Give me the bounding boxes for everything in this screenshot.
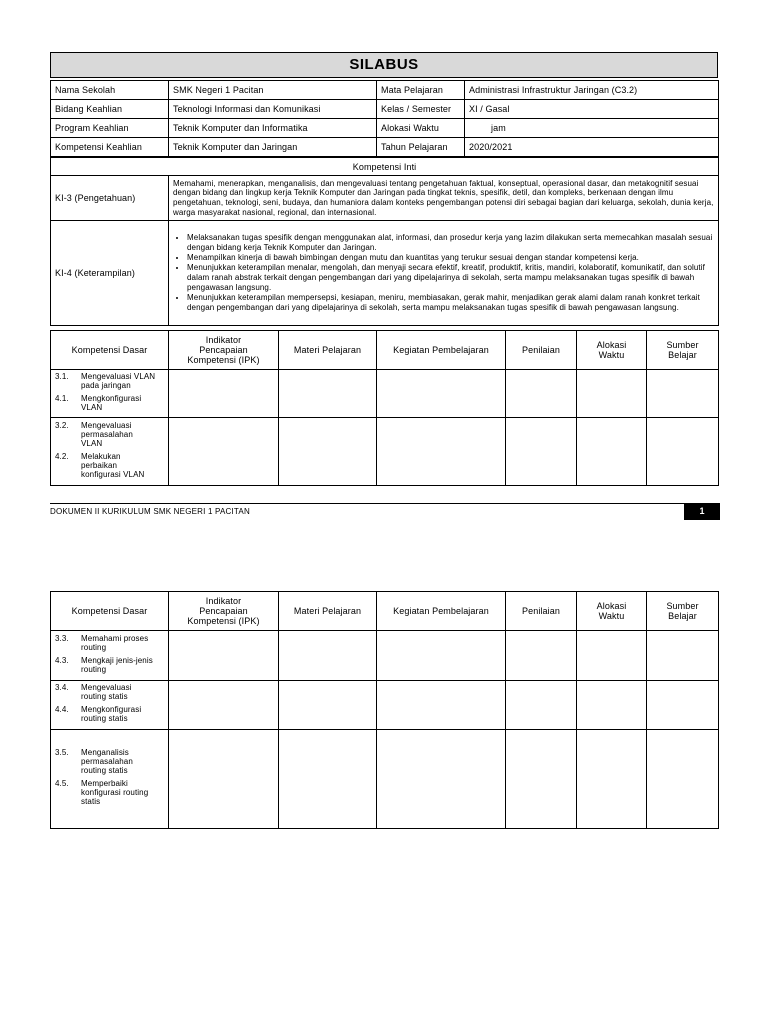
kd-text: Menganalisis permasalahan routing statis [81,748,133,775]
kd-item [55,452,164,479]
header-materi: Materi Pelajaran [279,331,377,370]
ki-header: Kompetensi Inti [51,158,719,176]
alokasi-cell [577,370,647,418]
header-ipk: Indikator Pencapaian Kompetensi (IPK) [169,331,279,370]
kd-item [55,656,164,674]
info-value: jam [465,119,719,138]
kompetensi-dasar-table-page2 [50,591,719,829]
ki3-row [51,176,719,221]
header-sumber: Sumber Belajar [647,592,719,631]
ki4-item: • Melaksanakan tugas spesifik dengan menggunakan alat, informasi, dan prosedur kerja yang lazim dilakukan serta memecahkan masalah sesuai dengan bidang kerja Teknik Komputer dan Jaringan. [187,233,714,253]
document-title: SILABUS [50,52,718,78]
kd-item [55,372,164,390]
alokasi-cell [577,730,647,829]
header-kegiatan: Kegiatan Pembelajaran [377,592,506,631]
info-label: Program Keahlian [51,119,169,138]
page-number: 1 [684,503,720,520]
alokasi-cell [577,418,647,486]
header-penilaian: Penilaian [506,592,577,631]
info-label: Bidang Keahlian [51,100,169,119]
ipk-cell [169,631,279,681]
kompetensi-inti-table [50,157,719,326]
header-alokasi: Alokasi Waktu [577,331,647,370]
kd-number: 4.3. [55,655,69,665]
sumber-cell [647,370,719,418]
info-label: Alokasi Waktu [377,119,465,138]
kd-item [55,748,164,775]
materi-cell [279,370,377,418]
kd-item [55,394,164,412]
ki4-cell [169,221,719,326]
kd-text: Mengkonfigurasi VLAN [81,393,142,412]
kd-number: 4.5. [55,779,69,788]
header-sumber: Sumber Belajar [647,331,719,370]
ki4-row [51,221,719,326]
kd-cell [51,631,169,681]
kd-number: 3.3. [55,633,69,643]
kegiatan-cell [377,370,506,418]
ipk-cell [169,730,279,829]
ki4-item: • Menunjukkan keterampilan menalar, mengolah, dan menyaji secara efektif, kreatif, produktif, kritis, mandiri, kolaboratif, komunikatif, dan solutif dalam ranah abstrak terkait dengan pengembangan dari yang dipelajarinya di sekolah, serta mampu melaksanakan tugas spesifik di bawah pengawasan langsung. [187,263,714,293]
info-value: Administrasi Infrastruktur Jaringan (C3.2) [465,81,719,100]
info-row [51,81,719,100]
kd-number: 3.5. [55,748,69,757]
ki4-label: KI-4 (Keterampilan) [51,221,169,326]
kd-number: 4.2. [55,451,69,461]
ki3-text: Memahami, menerapkan, menganalisis, dan mengevaluasi tentang pengetahuan faktual, konseptual, operasional dasar, dan metakognitif sesuai dengan bidang dan lingkup kerja Teknik Komputer dan Jaringan pada tingkat teknis, spesifik, detil, dan kompleks, berkenaan dengan ilmu pengetahuan, teknologi, seni, budaya, dan humaniora dalam konteks pengembangan potensi diri sebagai bagian dari keluarga, sekolah, dunia kerja, warga masyarakat nasional, regional, dan internasional. [169,176,719,221]
kd-text: Mengkonfigurasi routing statis [81,705,142,723]
kd-text: Mengevaluasi permasalahan VLAN [81,420,133,448]
ipk-cell [169,418,279,486]
ki4-item: • Menunjukkan keterampilan mempersepsi, kesiapan, meniru, membiasakan, gerak mahir, menjadikan gerak alami dalam ranah konkret terkait dengan pengembangan dari yang dipelajarinya di sekolah, serta mampu melaksanakan tugas spesifik di bawah pengawasan langsung. [187,293,714,313]
kd-number: 4.4. [55,705,69,714]
info-label: Kompetensi Keahlian [51,138,169,157]
info-value: Teknik Komputer dan Informatika [169,119,377,138]
ipk-cell [169,681,279,730]
kd-cell [51,681,169,730]
kd-item [55,421,164,448]
kd-number: 4.1. [55,393,69,403]
header-alokasi: Alokasi Waktu [577,592,647,631]
kd-text: Mengevaluasi VLAN pada jaringan [81,371,156,390]
kegiatan-cell [377,730,506,829]
sumber-cell [647,730,719,829]
kegiatan-cell [377,681,506,730]
footer-text: DOKUMEN II KURIKULUM SMK NEGERI 1 PACITAN [50,507,250,516]
header-kegiatan: Kegiatan Pembelajaran [377,331,506,370]
table-header-row [51,592,719,631]
alokasi-cell [577,681,647,730]
kd-item [55,634,164,652]
table-row [51,681,719,730]
identity-table [50,80,719,157]
info-value: Teknik Komputer dan Jaringan [169,138,377,157]
kd-cell [51,730,169,829]
kd-item [55,705,164,723]
header-ipk: Indikator Pencapaian Kompetensi (IPK) [169,592,279,631]
kd-number: 3.4. [55,683,69,692]
materi-cell [279,681,377,730]
sumber-cell [647,681,719,730]
info-label: Kelas / Semester [377,100,465,119]
footer-divider [50,503,720,504]
info-label: Tahun Pelajaran [377,138,465,157]
kegiatan-cell [377,631,506,681]
penilaian-cell [506,730,577,829]
kd-cell [51,370,169,418]
kd-text: Memperbaiki konfigurasi routing statis [81,779,149,806]
penilaian-cell [506,418,577,486]
materi-cell [279,631,377,681]
info-row [51,138,719,157]
info-value: Teknologi Informasi dan Komunikasi [169,100,377,119]
info-label: Mata Pelajaran [377,81,465,100]
penilaian-cell [506,681,577,730]
header-kompetensi-dasar: Kompetensi Dasar [51,331,169,370]
table-row [51,730,719,829]
kd-item [55,683,164,701]
materi-cell [279,730,377,829]
ki4-list [173,233,714,313]
sumber-cell [647,631,719,681]
header-penilaian: Penilaian [506,331,577,370]
table-row [51,370,719,418]
kd-number: 3.2. [55,420,69,430]
table-row [51,631,719,681]
header-kompetensi-dasar: Kompetensi Dasar [51,592,169,631]
materi-cell [279,418,377,486]
info-value: XI / Gasal [465,100,719,119]
table-header-row [51,331,719,370]
info-row [51,100,719,119]
ki-header-row [51,158,719,176]
kompetensi-dasar-table-page1 [50,330,719,486]
header-materi: Materi Pelajaran [279,592,377,631]
ki4-item: • Menampilkan kinerja di bawah bimbingan dengan mutu dan kuantitas yang terukur sesuai dengan standar kompetensi kerja. [187,253,714,263]
kegiatan-cell [377,418,506,486]
ipk-cell [169,370,279,418]
info-value: SMK Negeri 1 Pacitan [169,81,377,100]
ki3-label: KI-3 (Pengetahuan) [51,176,169,221]
kd-number: 3.1. [55,371,69,381]
kd-text: Mengevaluasi routing statis [81,683,132,701]
sumber-cell [647,418,719,486]
penilaian-cell [506,370,577,418]
kd-text: Memahami proses routing [81,633,149,652]
alokasi-cell [577,631,647,681]
info-row [51,119,719,138]
info-value: 2020/2021 [465,138,719,157]
kd-item [55,779,164,806]
table-row [51,418,719,486]
penilaian-cell [506,631,577,681]
kd-cell [51,418,169,486]
kd-text: Mengkaji jenis-jenis routing [81,655,153,674]
info-label: Nama Sekolah [51,81,169,100]
kd-text: Melakukan perbaikan konfigurasi VLAN [81,451,145,479]
